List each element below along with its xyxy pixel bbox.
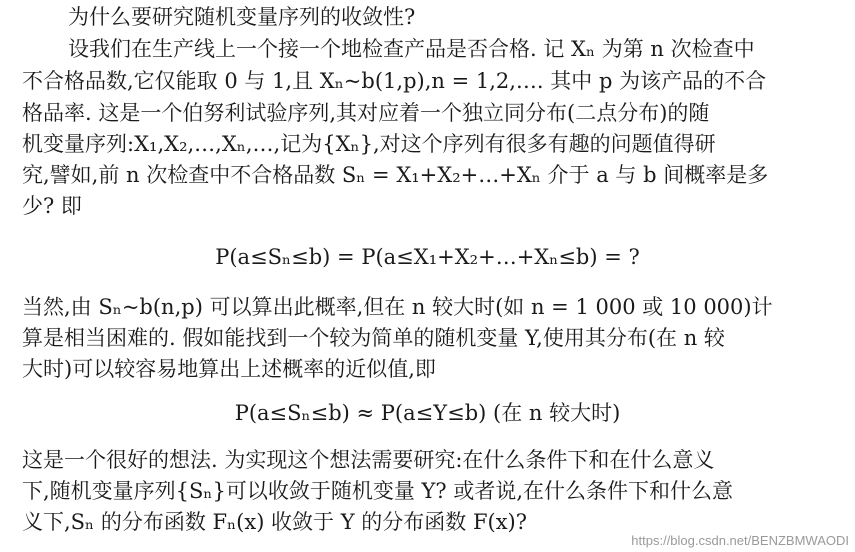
paragraph-line: 少? 即 <box>22 194 82 218</box>
paragraph-line: 下,随机变量序列{Sₙ}可以收敛于随机变量 Y? 或者说,在什么条件下和什么意 <box>22 479 734 503</box>
paragraph-line: 大时)可以较容易地算出上述概率的近似值,即 <box>22 357 436 381</box>
watermark: https://blog.csdn.net/BENZBMWAODI <box>631 533 849 548</box>
display-equation: P(a≤Sₙ≤b) ≈ P(a≤Y≤b) (在 n 较大时) <box>234 401 621 425</box>
section-heading: 为什么要研究随机变量序列的收敛性? <box>68 5 416 29</box>
paragraph-line: 这是一个很好的想法. 为实现这个想法需要研究:在什么条件下和在什么意义 <box>22 448 715 472</box>
paragraph-line: 不合格品数,它仅能取 0 与 1,且 Xₙ~b(1,p),n = 1,2,…. 其中 p 为该产品的不合 <box>22 69 767 93</box>
paragraph-line: 机变量序列:X₁,X₂,…,Xₙ,…,记为{Xₙ},对这个序列有很多有趣的问题值得研 <box>22 132 716 156</box>
paragraph-line: 究,譬如,前 n 次检查中不合格品数 Sₙ = X₁+X₂+…+Xₙ 介于 a 与 b 间概率是多 <box>22 163 769 187</box>
paragraph-line: 算是相当困难的. 假如能找到一个较为简单的随机变量 Y,使用其分布(在 n 较 <box>22 326 725 350</box>
paragraph-line: 当然,由 Sₙ~b(n,p) 可以算出此概率,但在 n 较大时(如 n = 1 000 或 10 000)计 <box>22 295 773 319</box>
paragraph-line: 义下,Sₙ 的分布函数 Fₙ(x) 收敛于 Y 的分布函数 F(x)? <box>22 510 528 534</box>
display-equation: P(a≤Sₙ≤b) = P(a≤X₁+X₂+…+Xₙ≤b) = ? <box>215 245 640 269</box>
paragraph-line: 设我们在生产线上一个接一个地检查产品是否合格. 记 Xₙ 为第 n 次检查中 <box>68 37 755 61</box>
paragraph-line: 格品率. 这是一个伯努利试验序列,其对应着一个独立同分布(二点分布)的随 <box>22 101 710 125</box>
